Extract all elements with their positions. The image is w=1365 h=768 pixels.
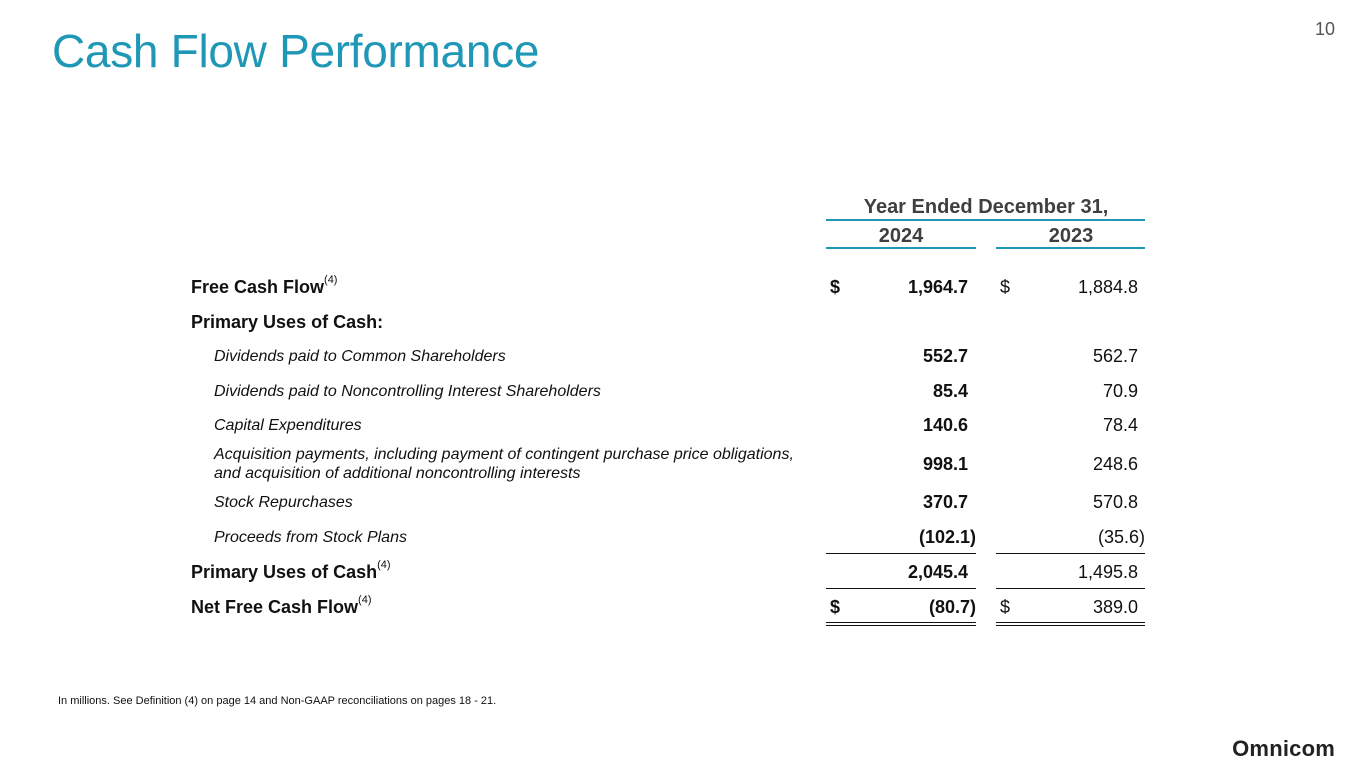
free-cash-flow-2023: 1,884.8 [1077,277,1138,297]
currency-symbol: $ [1000,597,1011,617]
footnote-marker: (4) [377,559,391,571]
total-rule-2023 [996,588,1145,589]
net-free-cash-flow-2024: (80.7) [928,597,976,617]
dividends-common-label: Dividends paid to Common Shareholders [214,348,506,365]
dividends-noncontrolling-2023: 70.9 [1102,381,1138,401]
primary-uses-total-2023: 1,495.8 [1077,562,1138,582]
capital-expenditures-2024: 140.6 [922,415,968,435]
acquisition-payments-label-line2: and acquisition of additional noncontrolling interests [214,465,581,482]
dividends-noncontrolling-2024: 85.4 [932,381,968,401]
currency-symbol: $ [830,277,841,297]
double-underline-2023 [996,622,1145,626]
stock-repurchases-2023: 570.8 [1092,492,1138,512]
dividends-common-2024: 552.7 [922,346,968,366]
acquisition-payments-2024: 998.1 [922,454,968,474]
proceeds-stock-plans-2023: (35.6) [1097,527,1145,547]
primary-uses-total-label: Primary Uses of Cash$^{(4)}$ [191,559,391,582]
dividends-noncontrolling-label: Dividends paid to Noncontrolling Interest Shareholders [214,383,601,400]
dividends-common-2023: 562.7 [1092,346,1138,366]
page-title: Cash Flow Performance [52,25,540,77]
net-free-cash-flow-label: Net Free Cash Flow$^{(4)}$ [191,594,372,617]
capital-expenditures-2023: 78.4 [1102,415,1138,435]
stock-repurchases-2024: 370.7 [922,492,968,512]
acquisition-payments-2023: 248.6 [1092,454,1138,474]
acquisition-payments-label-line1: Acquisition payments, including payment of contingent purchase price obligations, [214,446,794,463]
total-rule-2024 [826,588,976,589]
subtotal-rule-2023 [996,553,1145,554]
double-underline-2024 [826,622,976,626]
capital-expenditures-label: Capital Expenditures [214,417,362,434]
year-2023-rule [996,247,1145,249]
year-2024-rule [826,247,976,249]
footnote-marker: (4) [358,594,372,606]
stock-repurchases-label: Stock Repurchases [214,494,353,511]
currency-symbol: $ [830,597,841,617]
net-free-cash-flow-2023: 389.0 [1092,597,1138,617]
subtotal-rule-2024 [826,553,976,554]
year-2024-header: 2024 [878,225,924,247]
year-2023-header: 2023 [1048,225,1094,247]
omnicom-logo: Omnicom [1232,736,1335,761]
primary-uses-total-2024: 2,045.4 [907,562,968,582]
primary-uses-header: Primary Uses of Cash: [191,312,384,332]
page-number: 10 [1314,19,1335,39]
acquisition-payments-label [214,445,794,483]
proceeds-stock-plans-2024: (102.1) [918,527,976,547]
proceeds-stock-plans-label: Proceeds from Stock Plans [214,529,407,546]
footnote: In millions. See Definition (4) on page 14 and Non-GAAP reconciliations on pages 18 - 21. [58,695,497,707]
footnote-marker: (4) [324,274,338,286]
free-cash-flow-label: Free Cash Flow$^{(4)}$ [191,274,338,297]
free-cash-flow-2024: 1,964.7 [907,277,968,297]
currency-symbol: $ [1000,277,1011,297]
period-header: Year Ended December 31, [863,196,1109,218]
period-header-rule [826,219,1145,221]
